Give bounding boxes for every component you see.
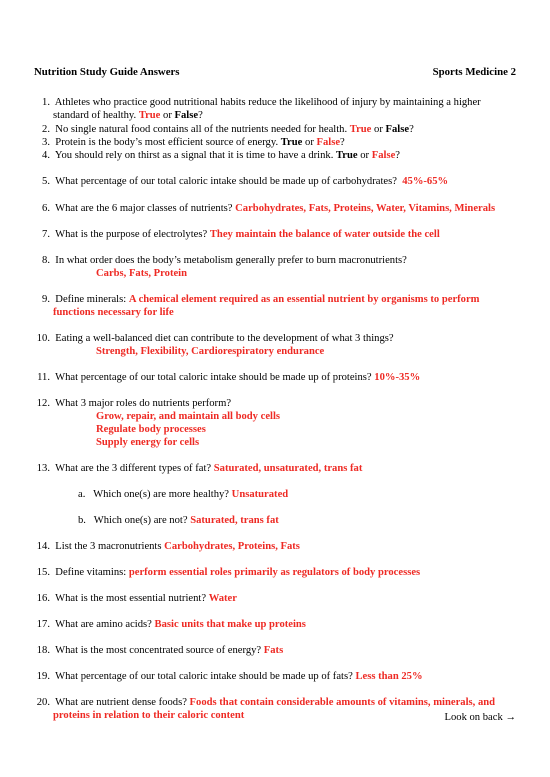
question-text: What percentage of our total caloric intake should be made up of proteins?	[55, 372, 372, 383]
question-text: What are the 6 major classes of nutrients?	[55, 203, 233, 214]
question-number: 19.	[36, 671, 50, 682]
answer-text: perform essential roles primarily as regulators of body processes	[128, 567, 421, 578]
question-1-cont	[53, 110, 203, 123]
answer-text: Basic units that make up proteins	[154, 619, 306, 630]
answer-text: Carbohydrates, Fats, Proteins, Water, Vitamins, Minerals	[235, 203, 496, 214]
answer-text: They maintain the balance of water outside the cell	[209, 229, 440, 240]
question-number: 5.	[42, 176, 50, 187]
or-text: or	[305, 137, 314, 148]
answer-text: Carbohydrates, Proteins, Fats	[164, 541, 300, 552]
answer-text: Less than 25%	[355, 671, 423, 682]
answer-text: Fats	[263, 645, 284, 656]
option-false-selected: False	[316, 137, 341, 148]
or-text: or	[360, 150, 370, 161]
question-number: 1.	[42, 97, 50, 108]
sub-question-text: Which one(s) are more healthy?	[93, 489, 230, 500]
question-number: 13.	[36, 463, 50, 474]
question-11	[34, 372, 420, 385]
question-text: What is the most essential nutrient?	[55, 593, 207, 604]
or-text: or	[163, 110, 172, 121]
answer-text: Foods that contain considerable amounts of vitamins, minerals, and	[189, 697, 496, 708]
question-number: 18.	[36, 645, 50, 656]
question-3	[34, 137, 345, 150]
question-9	[34, 294, 480, 307]
question-number: 12.	[36, 398, 50, 409]
answer-text: Carbs, Fats, Protein	[96, 268, 188, 279]
question-mark: ?	[395, 150, 400, 161]
answer-text: Supply energy for cells	[96, 437, 200, 448]
question-text: What are amino acids?	[55, 619, 152, 630]
question-20	[34, 697, 495, 710]
question-text: standard of healthy.	[53, 110, 137, 121]
question-mark: ?	[340, 137, 345, 148]
option-true: True	[280, 137, 303, 148]
course-name: Sports Medicine 2	[432, 66, 516, 78]
sub-question-letter: a.	[78, 489, 86, 500]
question-5	[34, 176, 448, 189]
question-6	[34, 203, 495, 216]
question-2	[34, 124, 414, 137]
question-19	[34, 671, 423, 684]
sub-question-b	[78, 515, 279, 528]
question-8	[34, 255, 407, 268]
question-number: 15.	[36, 567, 50, 578]
or-text: or	[374, 124, 383, 135]
question-number: 14.	[36, 541, 50, 552]
question-18	[34, 645, 283, 658]
sub-question-letter: b.	[78, 515, 86, 526]
option-false: False	[174, 110, 199, 121]
answer-text-cont: functions necessary for life	[53, 307, 174, 318]
question-number: 3.	[42, 137, 50, 148]
question-mark: ?	[409, 124, 414, 135]
answer-text: Water	[208, 593, 237, 604]
question-number: 16.	[36, 593, 50, 604]
answer-text: 10%-35%	[374, 372, 421, 383]
question-number: 2.	[42, 124, 50, 135]
question-text: Define minerals:	[55, 294, 127, 305]
answer-text: 45%-65%	[402, 176, 449, 187]
question-13	[34, 463, 362, 476]
question-text: List the 3 macronutrients	[55, 541, 162, 552]
question-text: No single natural food contains all of the nutrients needed for health.	[55, 124, 348, 135]
question-text: What is the purpose of electrolytes?	[55, 229, 208, 240]
question-number: 11.	[37, 372, 50, 383]
question-15	[34, 567, 420, 580]
question-text: Eating a well-balanced diet can contribute to the development of what 3 things?	[55, 333, 394, 344]
answer-text: Unsaturated	[231, 489, 289, 500]
answer-text: Regulate body processes	[96, 424, 206, 435]
sub-question-a	[78, 489, 288, 502]
question-text: What is the most concentrated source of energy?	[55, 645, 262, 656]
question-text: What are the 3 different types of fat?	[55, 463, 212, 474]
question-text: In what order does the body’s metabolism generally prefer to burn macronutrients?	[55, 255, 407, 266]
question-number: 9.	[42, 294, 50, 305]
option-false-selected: False	[371, 150, 396, 161]
question-number: 20.	[36, 697, 50, 708]
option-true-selected: True	[138, 110, 161, 121]
answer-text: Grow, repair, and maintain all body cells	[96, 411, 281, 422]
question-number: 10.	[36, 333, 50, 344]
option-true-selected: True	[349, 124, 372, 135]
option-false: False	[385, 124, 410, 135]
answer-text: Saturated, unsaturated, trans fat	[213, 463, 363, 474]
question-16	[34, 593, 237, 606]
question-1	[34, 97, 481, 110]
question-number: 6.	[42, 203, 50, 214]
question-12	[34, 398, 231, 411]
question-number: 7.	[42, 229, 50, 240]
question-number: 17.	[36, 619, 50, 630]
question-14	[34, 541, 300, 554]
option-true: True	[336, 150, 358, 161]
question-text: What percentage of our total caloric intake should be made up of fats?	[55, 671, 353, 682]
question-text: Athletes who practice good nutritional habits reduce the likelihood of injury by maintaining a higher	[54, 97, 481, 108]
question-10	[34, 333, 394, 346]
question-text: What are nutrient dense foods?	[55, 697, 187, 708]
answer-text-cont: proteins in relation to their caloric content	[53, 710, 245, 721]
look-on-back-note: Look on back →	[444, 712, 516, 723]
question-text: What 3 major roles do nutrients perform?	[55, 398, 232, 409]
question-mark: ?	[198, 110, 203, 121]
question-number: 4.	[42, 150, 50, 161]
sub-question-text: Which one(s) are not?	[93, 515, 188, 526]
page-title: Nutrition Study Guide Answers	[34, 66, 180, 78]
question-17	[34, 619, 306, 632]
question-7	[34, 229, 440, 242]
question-4	[34, 150, 400, 163]
answer-text: Saturated, trans fat	[190, 515, 279, 526]
question-number: 8.	[42, 255, 50, 266]
question-text: Protein is the body’s most efficient source of energy.	[55, 137, 279, 148]
question-text: You should rely on thirst as a signal that it is time to have a drink.	[54, 150, 334, 161]
question-text: What percentage of our total caloric intake should be made up of carbohydrates?	[55, 176, 397, 187]
answer-text: Strength, Flexibility, Cardiorespiratory endurance	[96, 346, 325, 357]
question-text: Define vitamins:	[55, 567, 127, 578]
answer-text: A chemical element required as an essential nutrient by organisms to perform	[128, 294, 480, 305]
